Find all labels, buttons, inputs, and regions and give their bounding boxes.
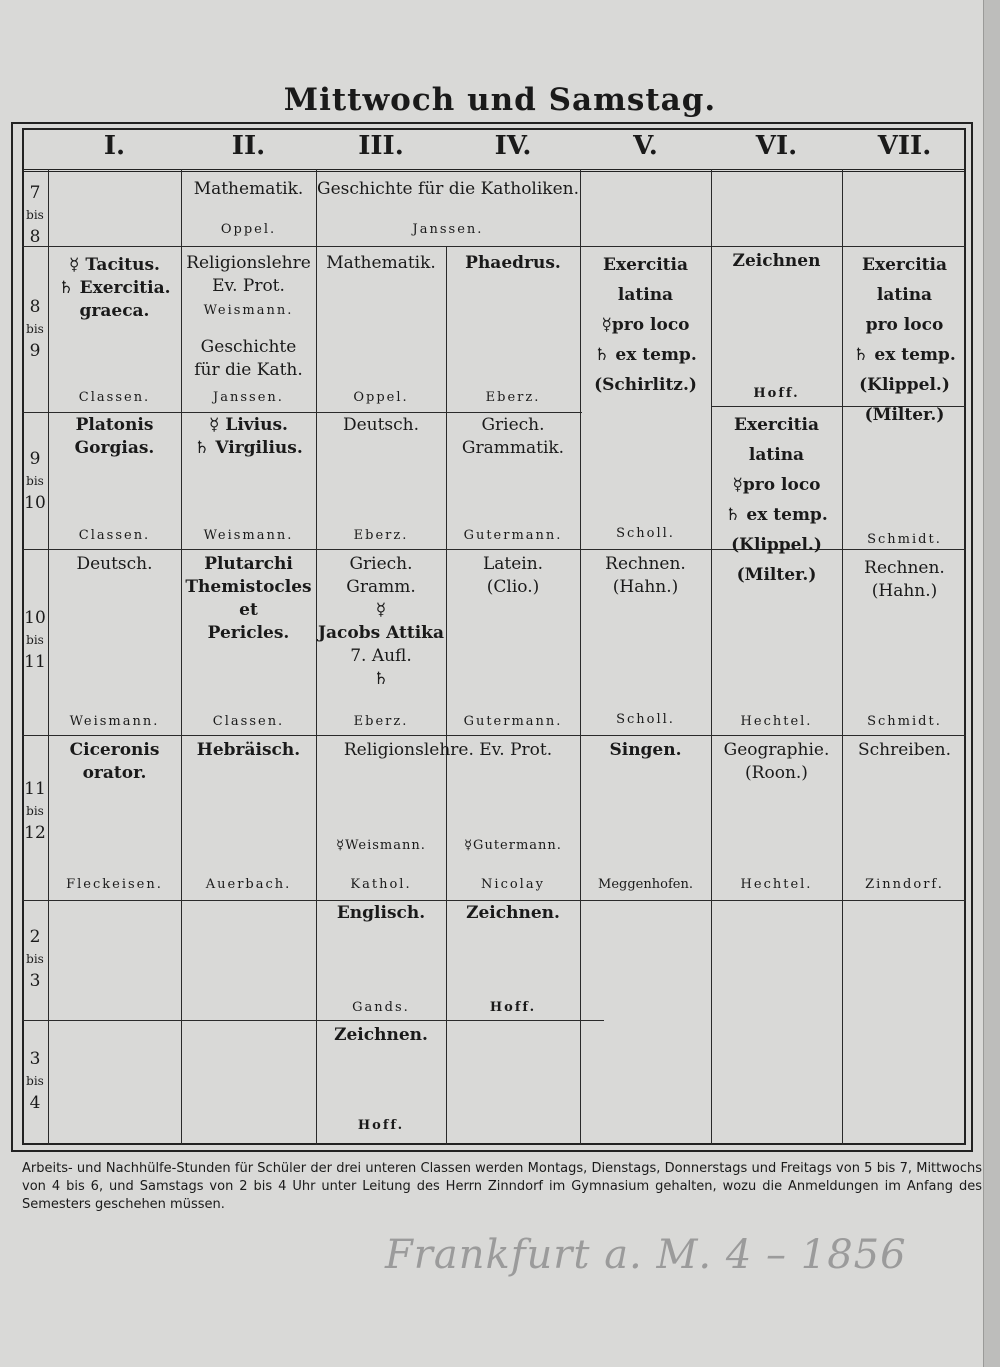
p5-i-line: orator.	[82, 763, 147, 783]
p3-v-teacher: Scholl.	[616, 526, 675, 541]
p5-iv-teacher-b: Nicolay	[481, 877, 545, 892]
p4-iii-line: Gramm.	[346, 577, 416, 597]
column-header-II: II.	[231, 131, 266, 161]
p5-iii-teacher-a: ☿Weismann.	[336, 838, 426, 853]
p2-vii-line: latina	[876, 285, 933, 305]
p2-v-line: ♄ ex temp.	[594, 345, 697, 365]
p5-vi-line: Geographie.	[723, 740, 830, 760]
p2-vii-line: (Milter.)	[864, 405, 945, 425]
p4-i-teacher: Weismann.	[69, 714, 160, 729]
p3-iv-line: Griech.	[481, 415, 545, 435]
p2-ii-line: für die Kath.	[194, 360, 303, 380]
time-slot-2	[24, 296, 46, 362]
time-from: 10	[24, 608, 46, 628]
time-to: 4	[29, 1093, 41, 1113]
time-to: 8	[29, 227, 41, 247]
footnote-text: Arbeits- und Nachhülfe-Stunden für Schüler der drei unteren Classen werden Montags, Dienstags, Donnerstags und Freitags von 5 bis 7, Mittwochs von 4 bis 6, und Samstags von 2 bis 4 Uhr unter Leitung des Herrn Zinndorf im Gymnasium gehalten, wozu die Anmeldungen im Anfang des Semesters geschehen müssen.	[22, 1161, 982, 1212]
p2-v-line: (Schirlitz.)	[594, 375, 697, 395]
column-header-III: III.	[358, 131, 404, 161]
time-to: 11	[24, 652, 46, 672]
p7-iii-teacher: Hoff.	[357, 1118, 405, 1133]
time-bis: bis	[26, 1074, 44, 1088]
time-slot-3	[24, 448, 46, 514]
p4-vii-subject	[842, 557, 967, 603]
time-to: 12	[24, 823, 46, 843]
p6-iii-teacher: Gands.	[352, 1000, 410, 1015]
p7-iii-subject: Zeichnen.	[334, 1025, 428, 1045]
p3-ii-line: ♄ Virgilius.	[194, 438, 303, 458]
time-to: 10	[24, 493, 46, 513]
p3-vi-line: (Milter.)	[736, 565, 817, 585]
p3-iv-teacher: Gutermann.	[463, 528, 563, 543]
p2-i-line: graeca.	[79, 301, 150, 321]
header-rule	[22, 169, 966, 172]
p1-iii-iv-teacher: Janssen.	[412, 222, 484, 237]
p3-vi-line: ♄ ex temp.	[725, 505, 828, 525]
p5-i-subject	[48, 739, 181, 785]
time-from: 8	[29, 297, 41, 317]
time-from: 3	[29, 1049, 41, 1069]
col-rule-5	[711, 169, 712, 1145]
p6-iii-subject: Englisch.	[336, 903, 426, 923]
p6-iv-subject: Zeichnen.	[466, 903, 560, 923]
p4-iv-line: (Clio.)	[486, 577, 540, 597]
p4-ii-teacher: Classen.	[212, 714, 285, 729]
p1-ii-subject: Mathematik.	[193, 179, 304, 199]
p4-i-subject: Deutsch.	[76, 554, 153, 574]
p3-vi-line: (Klippel.)	[731, 535, 822, 555]
p4-ii-line: Pericles.	[207, 623, 290, 643]
p4-vii-line: Rechnen.	[864, 558, 945, 578]
p4-vii-line: (Hahn.)	[871, 581, 938, 601]
p4-v-line: Rechnen.	[605, 554, 686, 574]
row-rule-6	[22, 1020, 604, 1021]
p3-iv-line: Grammatik.	[461, 438, 565, 458]
row-rule-5	[22, 900, 966, 901]
time-to: 3	[29, 971, 41, 991]
p2-iv-teacher: Eberz.	[485, 390, 541, 405]
p3-vi-line: Exercitia	[734, 415, 819, 435]
p2-vii-line: ♄ ex temp.	[853, 345, 956, 365]
column-header-VII: VII.	[877, 131, 932, 161]
time-from: 11	[24, 779, 46, 799]
p5-ii-subject: Hebräisch.	[196, 740, 301, 760]
column-header-I: I.	[103, 131, 126, 161]
p5-vii-subject: Schreiben.	[857, 740, 952, 760]
time-from: 2	[29, 927, 41, 947]
p2-vii-subject	[842, 250, 967, 430]
p4-iii-line: Jacobs Attika	[318, 623, 444, 643]
p4-ii-line: Themistocles	[185, 577, 312, 597]
p3-vi-line: latina	[748, 445, 805, 465]
p2-v-line: Exercitia	[603, 255, 688, 275]
p4-ii-line: Plutarchi	[204, 554, 293, 574]
p2-ii-subject-b	[181, 336, 316, 382]
time-slot-4	[24, 607, 46, 673]
page-title: Mittwoch und Samstag.	[283, 82, 717, 118]
time-slot-1	[24, 182, 46, 248]
p2-i-teacher: Classen.	[78, 390, 151, 405]
p2-iii-subject: Mathematik.	[326, 253, 436, 273]
p2-i-subject	[48, 254, 181, 323]
p4-iv-subject	[446, 553, 580, 599]
p4-iii-line: ♄	[373, 669, 389, 689]
p3-vi-line: ☿pro loco	[732, 475, 821, 495]
p4-v-teacher: Scholl.	[616, 712, 675, 727]
p2-iii-teacher: Oppel.	[353, 390, 409, 405]
column-header-VI: VI.	[755, 131, 798, 161]
p3-vi-subject	[711, 410, 842, 590]
time-slot-6	[24, 926, 46, 992]
p4-vi-teacher: Hechtel.	[740, 714, 813, 729]
p5-iii-teacher-b: Kathol.	[350, 877, 412, 892]
time-slot-7	[24, 1048, 46, 1114]
p3-iii-subject: Deutsch.	[342, 415, 420, 435]
row-rule-2a	[22, 412, 582, 413]
p2-vii-line: Exercitia	[862, 255, 947, 275]
row-rule-1	[22, 246, 966, 247]
p4-v-line: (Hahn.)	[612, 577, 679, 597]
p1-ii-teacher: Oppel.	[220, 222, 277, 237]
p2-v-line: latina	[617, 285, 674, 305]
p4-ii-line: et	[239, 600, 258, 620]
p2-i-line: ♄ Exercitia.	[58, 278, 171, 298]
p5-i-teacher: Fleckeisen.	[66, 877, 163, 892]
p2-vi-teacher: Hoff.	[753, 386, 800, 401]
column-header-IV: IV.	[494, 131, 532, 161]
time-from: 7	[29, 183, 41, 203]
p5-i-line: Ciceronis	[69, 740, 160, 760]
p2-ii-line: Ev. Prot.	[212, 276, 285, 296]
p4-ii-subject	[181, 553, 316, 645]
p3-iii-teacher: Eberz.	[353, 528, 409, 543]
time-bis: bis	[26, 804, 44, 818]
time-bis: bis	[26, 322, 44, 336]
p4-vii-teacher: Schmidt.	[867, 714, 942, 729]
p3-i-line: Gorgias.	[74, 438, 155, 458]
p3-ii-teacher: Weismann.	[203, 528, 294, 543]
p4-iv-teacher: Gutermann.	[463, 714, 563, 729]
p3-i-line: Platonis	[75, 415, 154, 435]
time-bis: bis	[26, 952, 44, 966]
p3-iv-subject	[446, 414, 580, 460]
p3-ii-subject	[181, 414, 316, 460]
p2-ii-line: Religionslehre	[186, 253, 311, 273]
p4-iii-line: Griech.	[349, 554, 413, 574]
p5-vi-teacher: Hechtel.	[740, 877, 813, 892]
p2-vi-subject: Zeichnen	[732, 251, 821, 271]
p5-vi-subject	[711, 739, 842, 785]
p5-v-subject: Singen.	[609, 740, 682, 760]
p4-iv-line: Latein.	[482, 554, 544, 574]
p5-vi-line: (Roon.)	[745, 763, 808, 783]
p4-iii-line: 7. Aufl.	[350, 646, 412, 666]
time-bis: bis	[26, 208, 44, 222]
p4-iii-line: ☿	[375, 600, 387, 620]
p2-ii-line: Geschichte	[200, 337, 297, 357]
p2-vii-line: pro loco	[865, 315, 944, 335]
p2-iv-subject: Phaedrus.	[465, 253, 561, 273]
row-rule-4	[22, 735, 966, 736]
p6-iv-teacher: Hoff.	[489, 1000, 537, 1015]
p3-i-subject	[48, 414, 181, 460]
time-slot-5	[24, 778, 46, 844]
p3-vii-teacher: Schmidt.	[867, 532, 942, 547]
time-to: 9	[29, 341, 41, 361]
time-bis: bis	[26, 633, 44, 647]
p3-i-teacher: Classen.	[78, 528, 151, 543]
p2-ii-teacher-a: Weismann.	[203, 303, 294, 318]
p2-ii-subject-a	[181, 252, 316, 298]
p4-iii-subject	[316, 553, 446, 691]
p5-vii-teacher: Zinndorf.	[865, 877, 944, 892]
handwritten-annotation: Frankfurt a. M. 4 – 1856	[385, 1232, 907, 1278]
page-edge-shadow	[983, 0, 1000, 1367]
p5-ii-teacher: Auerbach.	[205, 877, 292, 892]
p2-i-line: ☿ Tacitus.	[69, 255, 160, 275]
time-from: 9	[29, 449, 41, 469]
p5-iv-teacher-a: ☿Gutermann.	[464, 838, 562, 853]
p4-v-subject	[580, 553, 711, 599]
p1-iii-iv-subject: Geschichte für die Katholiken.	[316, 179, 580, 199]
p4-iii-teacher: Eberz.	[353, 714, 409, 729]
p3-ii-line: ☿ Livius.	[209, 415, 288, 435]
p5-v-teacher: Meggenhofen.	[598, 877, 693, 892]
p2-v-subject	[580, 250, 711, 400]
column-header-V: V.	[633, 131, 658, 161]
p2-ii-teacher-b: Janssen.	[213, 390, 284, 405]
p2-v-line: ☿pro loco	[601, 315, 690, 335]
p5-iii-iv-subject: Religionslehre. Ev. Prot.	[343, 740, 553, 760]
p2-vii-line: (Klippel.)	[859, 375, 950, 395]
time-bis: bis	[26, 474, 44, 488]
